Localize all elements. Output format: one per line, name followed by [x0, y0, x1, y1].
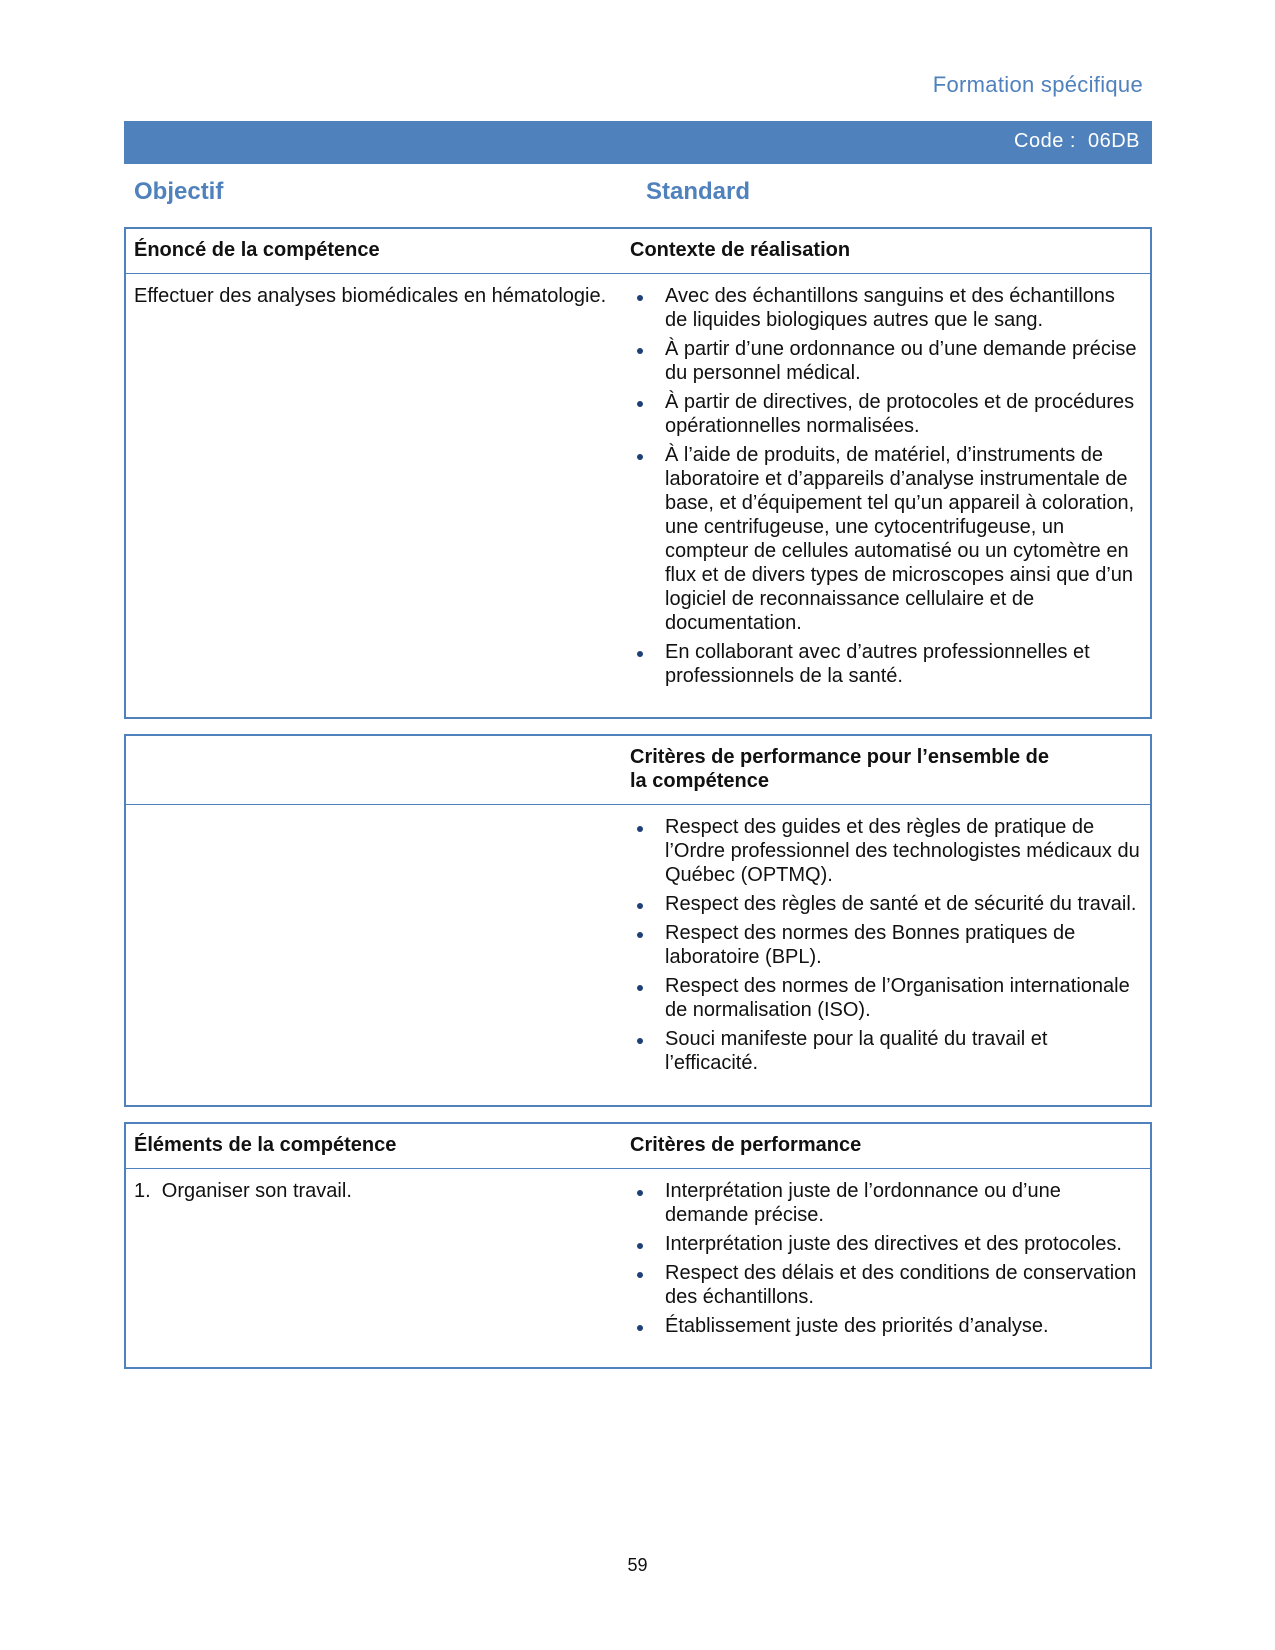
list-item: Respect des guides et des règles de pratique de l’Ordre professionnel des technologistes médicaux du Québec (OPTMQ). [653, 815, 1140, 887]
list-item: À partir de directives, de protocoles et de procédures opérationnelles normalisées. [653, 390, 1140, 438]
criteres-ensemble-header: Critères de performance pour l’ensemble de la compétence [630, 746, 1050, 792]
standard-heading: Standard [646, 178, 751, 205]
list-item: À l’aide de produits, de matériel, d’instruments de laboratoire et d’appareils d’analyse instrumentale de base, et d’équipement tel qu’un appareil à coloration, une centrifugeuse, une cytocentrifugeuse, un compteur de cellules automatisé ou un cytomètre en flux et de divers types de microscopes ainsi que d’un logiciel de reconnaissance cellulaire et de documentation. [653, 443, 1140, 635]
list-item: Avec des échantillons sanguins et des échantillons de liquides biologiques autres que le sang. [653, 284, 1140, 332]
elements-table [124, 1122, 1152, 1369]
contexte-header: Contexte de réalisation [630, 239, 851, 261]
contexte-list [622, 274, 1150, 699]
section-title: Formation spécifique [932, 72, 1143, 97]
list-item: Respect des délais et des conditions de conservation des échantillons. [653, 1261, 1140, 1309]
enonce-text: Effectuer des analyses biomédicales en hématologie. [134, 285, 607, 307]
enonce-header: Énoncé de la compétence [134, 239, 380, 261]
code-label: Code : 06DB [1014, 130, 1140, 152]
list-item: Établissement juste des priorités d’analyse. [653, 1314, 1140, 1338]
list-item: En collaborant avec d’autres professionnelles et professionnels de la santé. [653, 640, 1140, 688]
list-item: Respect des normes des Bonnes pratiques de laboratoire (BPL). [653, 921, 1140, 969]
objectif-heading: Objectif [134, 178, 224, 205]
element-text: 1. Organiser son travail. [134, 1180, 352, 1202]
page-number: 59 [627, 1555, 648, 1575]
criteres-list [622, 1169, 1150, 1349]
criteres-ensemble-list [622, 805, 1150, 1086]
performance-ensemble-table [124, 734, 1152, 1107]
list-item: Respect des règles de santé et de sécurité du travail. [653, 892, 1140, 916]
elements-header: Éléments de la compétence [134, 1134, 397, 1156]
code-bar [124, 121, 1152, 164]
list-item: Interprétation juste des directives et des protocoles. [653, 1232, 1140, 1256]
competence-table [124, 227, 1152, 719]
code-value: 06DB [1087, 130, 1140, 152]
list-item: Respect des normes de l’Organisation internationale de normalisation (ISO). [653, 974, 1140, 1022]
list-item: Interprétation juste de l’ordonnance ou d’une demande précise. [653, 1179, 1140, 1227]
list-item: Souci manifeste pour la qualité du travail et l’efficacité. [653, 1027, 1140, 1075]
list-item: À partir d’une ordonnance ou d’une demande précise du personnel médical. [653, 337, 1140, 385]
criteres-header: Critères de performance [630, 1134, 862, 1156]
